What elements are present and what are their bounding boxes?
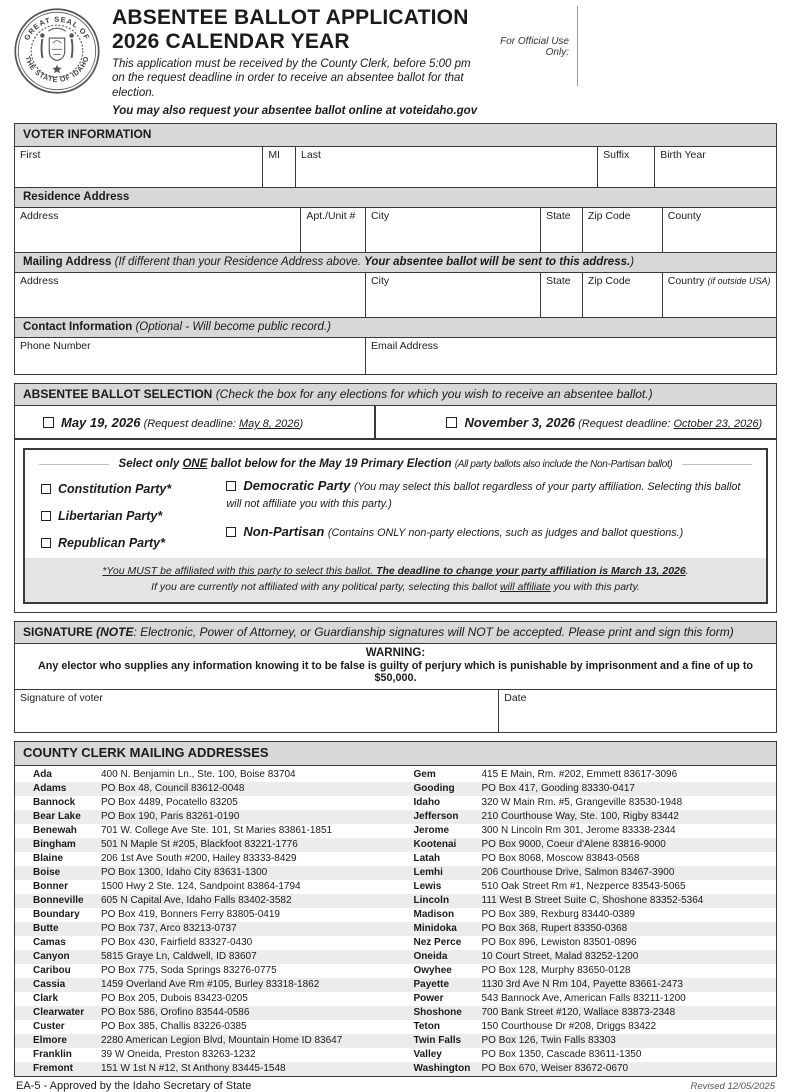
county-address: PO Box 430, Fairfield 83327-0430: [101, 937, 253, 949]
voter-signature-field[interactable]: [15, 690, 498, 732]
county-address: PO Box 190, Paris 83261-0190: [101, 811, 240, 823]
county-column-right: [396, 768, 777, 1076]
county-name: Elmore: [33, 1035, 67, 1047]
phone-number-label: Phone Number: [20, 339, 91, 352]
official-use-field[interactable]: [577, 6, 777, 86]
county-name: Madison: [413, 909, 455, 921]
county-name: Owyhee: [413, 965, 452, 977]
county-clerks-table: [15, 766, 776, 1076]
county-address: 415 E Main, Rm. #202, Emmett 83617-3096: [481, 769, 678, 781]
county-address: 605 N Capital Ave, Idaho Falls 83402-3582: [101, 895, 292, 907]
republican-party-checkbox[interactable]: [41, 538, 51, 548]
county-name: Caribou: [33, 965, 71, 977]
county-row: [15, 782, 396, 796]
county-name: Gem: [413, 769, 436, 781]
party-column-left: [41, 478, 226, 550]
county-row: [396, 866, 777, 880]
email-address-label: Email Address: [371, 339, 439, 352]
signature-row: [15, 690, 776, 732]
county-row: [15, 824, 396, 838]
county-address: PO Box 775, Soda Springs 83276-0775: [101, 965, 277, 977]
email-address-field[interactable]: [365, 338, 776, 374]
county-name: Jefferson: [413, 811, 459, 823]
county-name: Bonneville: [33, 895, 84, 907]
county-address: 400 N. Benjamin Ln., Ste. 100, Boise 83704: [101, 769, 296, 781]
middle-initial-field[interactable]: [262, 147, 295, 187]
county-row: [396, 1020, 777, 1034]
county-name: Teton: [413, 1021, 440, 1033]
county-address: PO Box 1350, Cascade 83611-1350: [481, 1049, 642, 1061]
suffix-field[interactable]: [597, 147, 654, 187]
residence-state-field[interactable]: [540, 208, 582, 252]
last-name-label: Last: [301, 148, 321, 161]
county-row: [15, 768, 396, 782]
county-row: [15, 894, 396, 908]
header-text-block: [100, 6, 486, 117]
warning-text: Any elector who supplies any information knowing it to be false is guilty of perjury which is punishable by imprisonment and a fine of up to $50,000.: [37, 660, 754, 685]
select-one-note: Select only ONE ballot below for the May 19 Primary Election (All party ballots also include the Non-Partisan ballot): [118, 458, 673, 471]
election-checkboxes-row: [15, 406, 776, 440]
revised-date: Revised 12/05/2025: [690, 1081, 775, 1092]
county-address: 1500 Hwy 2 Ste. 124, Sandpoint 83864-1794: [101, 881, 301, 893]
county-address: PO Box 368, Rupert 83350-0368: [481, 923, 628, 935]
county-address: PO Box 417, Gooding 83330-0417: [481, 783, 635, 795]
signature-date-field[interactable]: [498, 690, 776, 732]
page-title: ABSENTEE BALLOT APPLICATION 2026 CALENDAR YEAR: [112, 6, 469, 53]
county-name: Boise: [33, 867, 61, 879]
libertarian-party-checkbox[interactable]: [41, 511, 51, 521]
county-address: 300 N Lincoln Rm 301, Jerome 83338-2344: [481, 825, 676, 837]
county-name: Latah: [413, 853, 441, 865]
county-row: [396, 1034, 777, 1048]
may-election-label: May 19, 2026: [61, 415, 141, 431]
county-address: 5815 Graye Ln, Caldwell, ID 83607: [101, 951, 257, 963]
county-address: 501 N Maple St #205, Blackfoot 83221-1776: [101, 839, 298, 851]
county-name: Idaho: [413, 797, 441, 809]
county-row: [396, 838, 777, 852]
county-row: [15, 908, 396, 922]
signature-section: [14, 621, 777, 734]
form-header: [14, 6, 777, 117]
name-row: [15, 147, 776, 187]
birth-year-label: Birth Year: [660, 148, 706, 161]
svg-text:GREAT SEAL OF: GREAT SEAL OF: [22, 14, 92, 42]
county-name: Kootenai: [413, 839, 457, 851]
suffix-label: Suffix: [603, 148, 630, 161]
county-name: Lewis: [413, 881, 442, 893]
county-name: Ada: [33, 769, 52, 781]
county-clerks-section: [14, 741, 777, 1077]
contact-information-header: Contact Information (Optional - Will become public record.): [15, 317, 776, 338]
select-one-divider: [25, 450, 766, 472]
form-footer: [14, 1077, 777, 1092]
county-name: Gooding: [413, 783, 455, 795]
birth-year-field[interactable]: [654, 147, 776, 187]
residence-county-label: County: [667, 209, 702, 222]
voter-information-section: [14, 123, 777, 374]
official-use-area: [486, 6, 777, 86]
county-name: Blaine: [33, 853, 64, 865]
mailing-country-note: (if outside USA): [707, 275, 771, 286]
mailing-zip-field[interactable]: [582, 273, 662, 317]
mailing-country-label: Country: [667, 274, 708, 287]
county-row: [396, 852, 777, 866]
county-row: [15, 1048, 396, 1062]
county-name: Franklin: [33, 1049, 72, 1061]
county-address: 543 Bannock Ave, American Falls 83211-1200: [481, 993, 686, 1005]
county-clerks-header: COUNTY CLERK MAILING ADDRESSES: [15, 742, 776, 766]
mailing-address-row: [15, 273, 776, 317]
county-address: 206 1st Ave South #200, Hailey 83333-8429: [101, 853, 297, 865]
signature-header: SIGNATURE (NOTE: Electronic, Power of Attorney, or Guardianship signatures will NOT be accepted. Please print and sign this form): [15, 622, 776, 645]
county-name: Bingham: [33, 839, 76, 851]
form-code: EA-5 - Approved by the Idaho Secretary of State: [16, 1080, 252, 1092]
voter-signature-label: Signature of voter: [20, 692, 103, 705]
svg-text:THE STATE OF IDAHO: THE STATE OF IDAHO: [23, 55, 91, 85]
mailing-address-field[interactable]: [15, 273, 365, 317]
republican-party-label: Republican Party*: [58, 536, 165, 551]
residence-address-label: Address: [20, 209, 59, 222]
county-address: PO Box 8068, Moscow 83843-0568: [481, 853, 640, 865]
first-name-label: First: [20, 148, 41, 161]
november-election-checkbox[interactable]: [446, 417, 457, 428]
democratic-party-checkbox[interactable]: [226, 481, 236, 491]
county-row: [15, 880, 396, 894]
last-name-field[interactable]: [295, 147, 597, 187]
warning-label: WARNING:: [365, 647, 426, 660]
affiliation-rule-line: *You MUST be affiliated with this party to select this ballot. The deadline to change your party affiliation is March 13, 2026.: [102, 565, 689, 578]
county-row: [396, 978, 777, 992]
november-election-label: November 3, 2026: [464, 415, 576, 431]
residence-zip-field[interactable]: [582, 208, 662, 252]
county-name: Clearwater: [33, 1007, 85, 1019]
libertarian-party-label: Libertarian Party*: [58, 509, 163, 524]
mailing-city-label: City: [371, 274, 390, 287]
county-name: Adams: [33, 783, 67, 795]
mailing-country-field[interactable]: [662, 273, 776, 317]
county-row: [15, 922, 396, 936]
primary-ballot-box: [23, 448, 768, 604]
county-row: [396, 1006, 777, 1020]
county-row: [15, 978, 396, 992]
county-name: Clark: [33, 993, 59, 1005]
county-address: PO Box 205, Dubois 83423-0205: [101, 993, 248, 1005]
county-name: Boundary: [33, 909, 80, 921]
county-row: [15, 1062, 396, 1076]
county-row: [396, 922, 777, 936]
county-row: [15, 838, 396, 852]
party-options-grid: [25, 472, 766, 558]
county-row: [396, 992, 777, 1006]
county-row: [15, 992, 396, 1006]
county-address: 111 West B Street Suite C, Shoshone 83352-5364: [481, 895, 704, 907]
county-name: Twin Falls: [413, 1035, 462, 1047]
county-address: PO Box 126, Twin Falls 83303: [481, 1035, 616, 1047]
county-address: PO Box 385, Challis 83226-0385: [101, 1021, 247, 1033]
county-address: 206 Courthouse Drive, Salmon 83467-3900: [481, 867, 675, 879]
county-row: [15, 950, 396, 964]
county-address: PO Box 896, Lewiston 83501-0896: [481, 937, 637, 949]
county-address: PO Box 389, Rexburg 83440-0389: [481, 909, 635, 921]
county-row: [396, 936, 777, 950]
constitution-party-option[interactable]: [41, 482, 226, 496]
county-row: [15, 964, 396, 978]
county-address: PO Box 1300, Idaho City 83631-1300: [101, 867, 268, 879]
county-row: [15, 866, 396, 880]
nonpartisan-note: (Contains ONLY non-party elections, such as judges and ballot questions.): [327, 527, 684, 540]
residence-county-field[interactable]: [662, 208, 776, 252]
party-column-right: [226, 478, 754, 550]
county-name: Cassia: [33, 979, 66, 991]
county-name: Valley: [413, 1049, 442, 1061]
county-row: [396, 768, 777, 782]
mailing-city-field[interactable]: [365, 273, 540, 317]
county-address: PO Box 670, Weiser 83672-0670: [481, 1063, 629, 1075]
party-affiliation-footnote: [25, 558, 766, 602]
mailing-zip-label: Zip Code: [587, 274, 631, 287]
phone-number-field[interactable]: [15, 338, 365, 374]
county-row: [396, 782, 777, 796]
county-address: 1459 Overland Ave Rm #105, Burley 83318-1862: [101, 979, 320, 991]
header-instructions: This application must be received by the County Clerk, before 5:00 pm on the request deadline in order to receive an absentee ballot for that election.: [112, 58, 471, 99]
signature-date-label: Date: [504, 692, 527, 705]
republican-party-option[interactable]: [41, 536, 226, 550]
perjury-warning: [15, 644, 776, 690]
county-name: Payette: [413, 979, 450, 991]
county-address: PO Box 586, Orofino 83544-0586: [101, 1007, 250, 1019]
county-address: 2280 American Legion Blvd, Mountain Home ID 83647: [101, 1035, 343, 1047]
county-row: [396, 1048, 777, 1062]
county-row: [396, 796, 777, 810]
nonpartisan-checkbox[interactable]: [226, 527, 236, 537]
county-name: Oneida: [413, 951, 448, 963]
election-november-option[interactable]: [376, 406, 776, 440]
county-name: Canyon: [33, 951, 70, 963]
county-name: Lincoln: [413, 895, 450, 907]
nonpartisan-option[interactable]: [226, 524, 754, 542]
county-name: Bannock: [33, 797, 76, 809]
county-row: [396, 894, 777, 908]
county-address: PO Box 737, Arco 83213-0737: [101, 923, 237, 935]
county-address: 701 W. College Ave Ste. 101, St Maries 83861-1851: [101, 825, 333, 837]
november-deadline-note: (Request deadline: October 23, 2026): [575, 418, 763, 431]
county-name: Custer: [33, 1021, 65, 1033]
county-name: Camas: [33, 937, 66, 949]
ballot-selection-section: [14, 383, 777, 613]
county-name: Power: [413, 993, 444, 1005]
residence-apt-label: Apt./Unit #: [306, 209, 356, 222]
county-row: [396, 824, 777, 838]
constitution-party-label: Constitution Party*: [58, 482, 172, 497]
residence-state-label: State: [546, 209, 571, 222]
mailing-address-label: Address: [20, 274, 59, 287]
county-row: [396, 950, 777, 964]
county-row: [396, 908, 777, 922]
county-address: PO Box 4489, Pocatello 83205: [101, 797, 238, 809]
county-name: Fremont: [33, 1063, 73, 1075]
contact-row: [15, 338, 776, 374]
democratic-party-note: (You may select this ballot regardless of your party affiliation. Selecting this ballot will not affiliate you with this party.): [226, 481, 741, 510]
county-name: Jerome: [413, 825, 450, 837]
residence-zip-label: Zip Code: [587, 209, 631, 222]
county-name: Bear Lake: [33, 811, 81, 823]
county-row: [15, 796, 396, 810]
ballot-selection-header: ABSENTEE BALLOT SELECTION (Check the box for any elections for which you wish to receive an absentee ballot.): [15, 384, 776, 407]
county-row: [396, 810, 777, 824]
may-election-checkbox[interactable]: [43, 417, 54, 428]
county-row: [15, 1034, 396, 1048]
official-use-label: For Official Use Only:: [500, 36, 569, 58]
county-address: 150 Courthouse Dr #208, Driggs 83422: [481, 1021, 657, 1033]
county-row: [15, 810, 396, 824]
county-name: Benewah: [33, 825, 77, 837]
residence-address-row: [15, 208, 776, 252]
residence-apt-field[interactable]: [300, 208, 365, 252]
county-name: Washington: [413, 1063, 471, 1075]
county-address: 151 W 1st N #12, St Anthony 83445-1548: [101, 1063, 286, 1075]
county-name: Minidoka: [413, 923, 457, 935]
mailing-state-label: State: [546, 274, 571, 287]
constitution-party-checkbox[interactable]: [41, 484, 51, 494]
county-address: PO Box 48, Council 83612-0048: [101, 783, 245, 795]
county-row: [396, 880, 777, 894]
county-address: PO Box 128, Murphy 83650-0128: [481, 965, 631, 977]
mailing-state-field[interactable]: [540, 273, 582, 317]
middle-initial-label: MI: [268, 148, 280, 161]
election-may-option[interactable]: [15, 406, 376, 440]
county-name: Nez Perce: [413, 937, 462, 949]
county-name: Shoshone: [413, 1007, 462, 1019]
county-address: 320 W Main Rm. #5, Grangeville 83530-1948: [481, 797, 683, 809]
county-address: 210 Courthouse Way, Ste. 100, Rigby 83442: [481, 811, 679, 823]
county-address: 510 Oak Street Rm #1, Nezperce 83543-5065: [481, 881, 686, 893]
county-address: PO Box 9000, Coeur d'Alene 83816-9000: [481, 839, 666, 851]
residence-address-field[interactable]: [15, 208, 300, 252]
nonpartisan-label: Non-Partisan: [243, 524, 328, 540]
democratic-party-option[interactable]: [226, 478, 754, 512]
county-row: [15, 852, 396, 866]
county-address: 39 W Oneida, Preston 83263-1232: [101, 1049, 256, 1061]
county-name: Lemhi: [413, 867, 443, 879]
county-address: PO Box 419, Bonners Ferry 83805-0419: [101, 909, 280, 921]
county-row: [396, 1062, 777, 1076]
county-address: 1130 3rd Ave N Rm 104, Payette 83661-2473: [481, 979, 683, 991]
county-row: [15, 1020, 396, 1034]
democratic-party-label: Democratic Party: [243, 478, 354, 494]
voter-information-header: VOTER INFORMATION: [15, 124, 776, 147]
county-row: [396, 964, 777, 978]
online-request-note: You may also request your absentee ballot online at voteidaho.gov: [112, 105, 478, 118]
residence-address-header: Residence Address: [15, 187, 776, 208]
county-name: Bonner: [33, 881, 68, 893]
county-row: [15, 936, 396, 950]
county-name: Butte: [33, 923, 59, 935]
residence-city-field[interactable]: [365, 208, 540, 252]
idaho-state-seal-icon: [14, 6, 100, 99]
county-address: 700 Bank Street #120, Wallace 83873-2348: [481, 1007, 676, 1019]
may-deadline-note: (Request deadline: May 8, 2026): [140, 418, 304, 431]
county-address: 10 Court Street, Malad 83252-1200: [481, 951, 639, 963]
affiliation-effect-line: If you are currently not affiliated with any political party, selecting this ballot will affiliate you with this party.: [151, 581, 640, 594]
libertarian-party-option[interactable]: [41, 509, 226, 523]
mailing-address-header: Mailing Address (If different than your Residence Address above. Your absentee ballot will be sent to this address.): [15, 252, 776, 273]
residence-city-label: City: [371, 209, 390, 222]
first-name-field[interactable]: [15, 147, 262, 187]
county-column-left: [15, 768, 396, 1076]
county-row: [15, 1006, 396, 1020]
